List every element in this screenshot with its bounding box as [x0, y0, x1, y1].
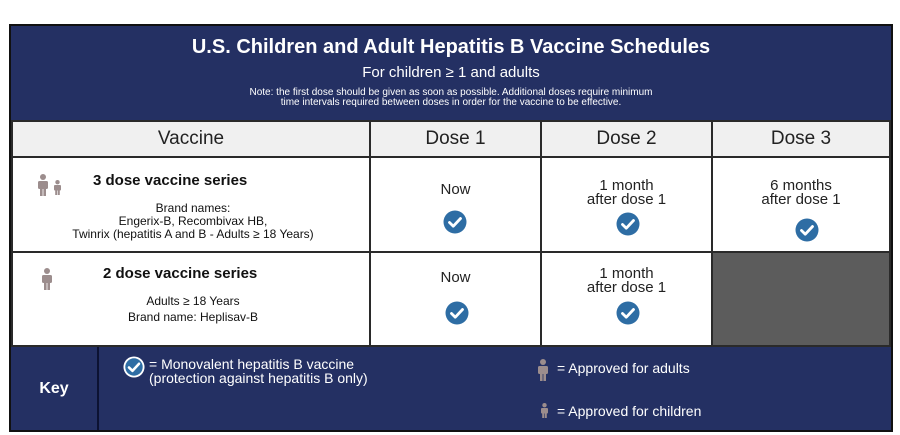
dose-timing-line: 1 month — [599, 177, 654, 194]
dose-timing-line: after dose 1 — [761, 191, 841, 208]
row1-dose3-cell — [711, 156, 891, 253]
series-title: 2 dose vaccine series — [103, 265, 258, 282]
row-3-dose-vaccine-cell — [11, 156, 371, 253]
child-person-icon — [540, 403, 549, 418]
brand-label: Brand names: — [155, 201, 231, 215]
header-note-line1: Note: the first dose should be given as soon as possible. Additional doses require minimum — [249, 87, 653, 98]
header-note-line2: time intervals required between doses in order for the vaccine to be effective. — [280, 97, 622, 108]
adult-person-icon — [537, 359, 549, 381]
child-person-icon — [53, 180, 62, 195]
brand-line: Twinrix (hepatitis A and B - Adults ≥ 18 Years) — [72, 227, 314, 241]
key-legend — [11, 347, 891, 430]
key-adults-text: = Approved for adults — [557, 360, 690, 376]
page-title: U.S. Children and Adult Hepatitis B Vaccine Schedules — [191, 36, 711, 58]
dose-timing — [542, 179, 711, 207]
series-title: 3 dose vaccine series — [93, 172, 248, 189]
check-icon — [616, 212, 640, 236]
column-header-dose1: Dose 1 — [369, 120, 542, 158]
check-icon — [795, 218, 819, 242]
header-banner — [11, 26, 891, 120]
header-note — [161, 88, 741, 108]
row-2-dose-vaccine-cell — [11, 251, 371, 347]
check-icon — [443, 210, 467, 234]
check-icon — [445, 301, 469, 325]
dose-timing — [713, 179, 889, 207]
schedule-table — [9, 24, 893, 432]
dose-timing: Now — [440, 269, 471, 286]
dose-timing: Now — [440, 181, 471, 198]
column-header-vaccine: Vaccine — [11, 120, 371, 158]
key-label: Key — [11, 347, 99, 430]
adult-person-icon — [37, 174, 49, 196]
brand-name: Brand name: Heplisav-B — [127, 310, 259, 324]
row1-dose1-cell — [369, 156, 542, 253]
dose-timing-line: 6 months — [770, 177, 832, 194]
row1-dose2-cell — [540, 156, 713, 253]
row2-dose1-cell — [369, 251, 542, 347]
check-icon — [616, 301, 640, 325]
audience-text: Adults ≥ 18 Years — [146, 294, 240, 308]
dose-timing-line: after dose 1 — [586, 279, 667, 296]
row2-dose2-cell — [540, 251, 713, 347]
column-header-dose3: Dose 3 — [711, 120, 891, 158]
page-subtitle: For children ≥ 1 and adults — [362, 64, 540, 81]
adult-person-icon — [41, 268, 53, 290]
dose-timing-line: after dose 1 — [586, 191, 667, 208]
key-check-line2: (protection against hepatitis B only) — [149, 370, 368, 386]
dose-timing-line: 1 month — [599, 265, 654, 282]
check-icon — [123, 356, 145, 378]
brand-names — [13, 202, 373, 241]
series-details — [13, 293, 373, 325]
row2-dose3-unavailable — [711, 251, 891, 347]
key-check-line1: = Monovalent hepatitis B vaccine — [149, 356, 355, 372]
key-children-text: = Approved for children — [557, 403, 702, 419]
brand-line: Engerix-B, Recombivax HB, — [118, 214, 268, 228]
dose-timing — [542, 267, 711, 295]
column-header-dose2: Dose 2 — [540, 120, 713, 158]
key-check-text — [149, 357, 368, 385]
